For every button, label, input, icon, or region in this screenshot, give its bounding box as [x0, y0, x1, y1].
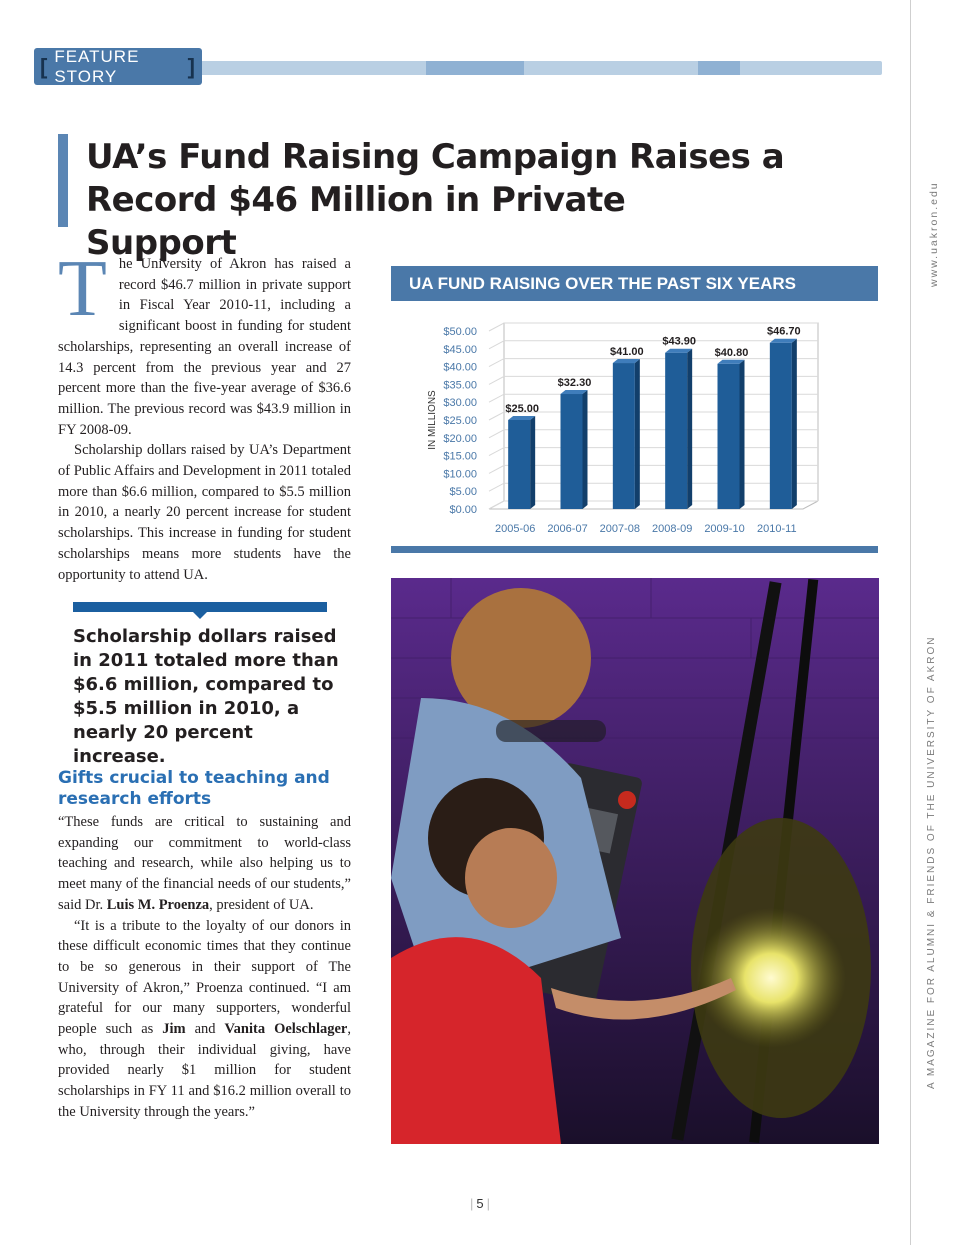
header-band-segment — [698, 61, 740, 75]
chart-bar — [613, 363, 635, 509]
chart-bar — [561, 394, 583, 509]
chart-gridline — [489, 376, 818, 384]
y-tick-label: $20.00 — [443, 432, 477, 445]
bar-data-label: $41.00 — [610, 346, 644, 359]
chart-gridline — [489, 394, 818, 402]
headline-accent-bar — [58, 134, 68, 227]
paragraph-text: , who, through their individual giving, have provided nearly $1 million for student scholarships in FY 11 and $16.2 million overall to the University through the years.” — [58, 1021, 351, 1120]
drop-cap: T — [58, 245, 107, 333]
page-title: UA’s Fund Raising Campaign Raises a Record $46 Million in Private Support — [86, 137, 785, 263]
chart-back-wall — [489, 323, 818, 509]
fund-raising-bar-chart — [391, 310, 878, 546]
pull-quote-notch — [192, 611, 208, 619]
bar-data-label: $40.80 — [714, 346, 749, 359]
chart-gridline — [489, 448, 818, 456]
site-url: www.uakron.edu — [928, 181, 940, 287]
header-band — [200, 61, 882, 75]
x-tick-label: 2007-08 — [599, 523, 641, 535]
pull-quote: Scholarship dollars raised in 2011 totaled more than $6.6 million, compared to $5.5 million in 2010, a nearly 20 percent increase. — [73, 626, 339, 767]
person-name: Vanita Oelschlager — [224, 1021, 348, 1038]
y-tick-label: $35.00 — [443, 379, 477, 392]
paragraph-text: , president of UA. — [209, 896, 314, 913]
quote-paragraph — [58, 812, 351, 916]
y-tick-label: $40.00 — [443, 361, 477, 374]
chart-gridline — [489, 359, 818, 367]
x-tick-label: 2006-07 — [547, 523, 588, 535]
person-name: Luis M. Proenza — [106, 896, 210, 913]
chart-title: UA FUND RAISING OVER THE PAST SIX YEARS — [391, 266, 878, 301]
y-tick-label: $5.00 — [449, 486, 477, 499]
chart-gridline — [489, 341, 818, 349]
bar-data-label: $46.70 — [767, 325, 801, 338]
chart-floor — [489, 501, 818, 509]
bracket-left-icon: [ — [40, 53, 49, 79]
bracket-right-icon: ] — [187, 53, 196, 79]
x-tick-label: 2005-06 — [494, 523, 536, 535]
y-tick-label: $0.00 — [449, 504, 477, 516]
chart-gridline — [489, 483, 818, 491]
chart-bar — [665, 353, 687, 509]
chart-bar-side — [530, 416, 535, 509]
bar-data-label: $25.00 — [505, 403, 539, 415]
section-subhead: Gifts crucial to teaching and research efforts — [58, 768, 330, 809]
y-axis-label: IN MILLIONS — [427, 390, 438, 450]
bar-data-label: $43.90 — [662, 335, 696, 348]
paragraph-text: “These funds are critical to sustaining and expanding our commitment to world-class teaching and research, while also helping us to meet many of the financial needs of our students,” said Dr. — [58, 814, 351, 913]
x-tick-label: 2009-10 — [704, 523, 745, 535]
x-tick-label: 2010-11 — [757, 523, 797, 535]
chart-bar — [508, 420, 530, 509]
chart-bar-side — [740, 360, 745, 509]
tribute-paragraph — [58, 916, 351, 1123]
chart-bottom-rule — [391, 546, 878, 553]
magazine-tagline: A MAGAZINE FOR ALUMNI & FRIENDS OF THE UNIVERSITY OF AKRON — [926, 635, 937, 1089]
chart-bar-side — [792, 339, 797, 509]
chart-gridline — [489, 501, 818, 509]
header-band-segment — [426, 61, 524, 75]
y-tick-label: $50.00 — [443, 326, 477, 338]
chart-gridline — [489, 465, 818, 473]
folio-divider: | — [486, 1196, 490, 1211]
intro-column — [58, 245, 351, 585]
lab-photo-image — [391, 578, 879, 1144]
quote-column — [58, 812, 351, 1123]
chart-bar — [770, 343, 792, 509]
y-tick-label: $15.00 — [443, 450, 477, 463]
chart-bar — [718, 364, 740, 509]
section-tag — [34, 48, 202, 85]
y-tick-label: $10.00 — [443, 468, 477, 481]
chart-bar-side — [635, 359, 640, 509]
folio-divider: | — [469, 1196, 474, 1211]
page-number-text: 5 — [476, 1196, 484, 1211]
intro-paragraph — [58, 245, 351, 440]
section-label: FEATURE STORY — [54, 46, 140, 86]
bar-data-label: $32.30 — [557, 377, 592, 390]
chart-bar-side — [687, 349, 692, 509]
y-tick-label: $45.00 — [443, 343, 477, 356]
x-tick-label: 2008-09 — [651, 523, 693, 535]
y-tick-label: $30.00 — [443, 397, 477, 410]
page-edge-rule — [910, 0, 911, 1245]
page-number — [460, 1196, 500, 1211]
lab-photo — [391, 578, 879, 1144]
scholarship-paragraph: Scholarship dollars raised by UA’s Department of Public Affairs and Development in 2011 totaled more than $6.6 million, compared to $5.5 million in 2010, a nearly 20 percent increase for student scholarships. This increase in funding for student scholarships means more students have the opportunity to attend UA. — [58, 442, 351, 583]
chart-gridline — [489, 430, 818, 438]
paragraph-text: “It is a tribute to the loyalty of our donors in these difficult economic times that they continue to be so generous in their support of The University of Akron,” Proenza continued. “I am grateful for our many supporters, wonderful people such as — [58, 917, 351, 1038]
paragraph-text: and — [185, 1021, 225, 1038]
person-name: Jim — [162, 1021, 186, 1038]
y-tick-label: $25.00 — [443, 415, 477, 427]
chart-bar-side — [583, 390, 588, 509]
paragraph-text: he University of Akron has raised a record $46.7 million in private support in Fiscal Year 2010-11, including a significant boost in funding for student scholarships, representing an overall increase of 14.3 percent from the previous year and 27 percent more than the five-year average of $36.6 million. The previous record was $43.9 million in FY 2008-09. — [58, 256, 351, 438]
